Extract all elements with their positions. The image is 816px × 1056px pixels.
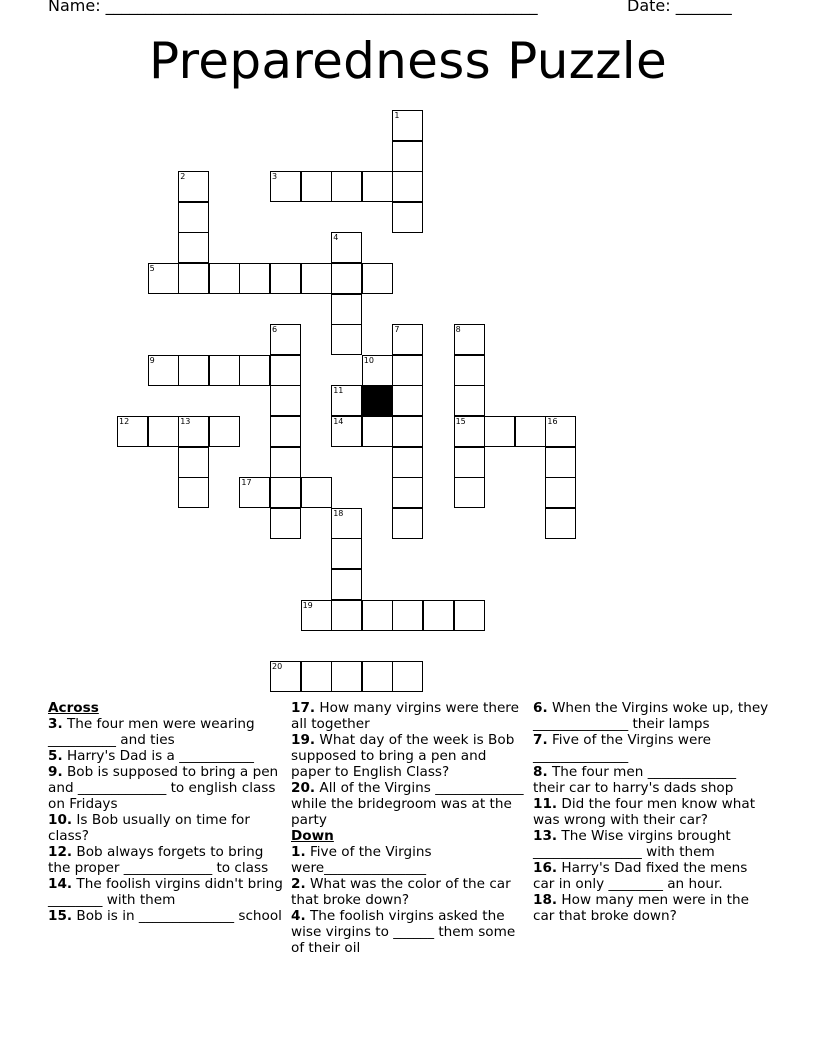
clue-item-number: 7.	[533, 732, 548, 748]
clue-item	[48, 716, 284, 748]
clue-item-number: 12.	[48, 844, 73, 860]
clue-number: 13	[180, 417, 191, 426]
crossword-cell[interactable]	[209, 355, 240, 386]
crossword-cell[interactable]	[270, 416, 301, 447]
clue-item-number: 10.	[48, 812, 73, 828]
clue-item-text: How many men were in the car that broke down?	[533, 892, 749, 924]
clue-item-number: 20.	[291, 780, 316, 796]
clue-item-text: Bob always forgets to bring the proper _____________ to class	[48, 844, 269, 876]
crossword-cell[interactable]	[270, 171, 301, 202]
clue-item-text: Five of the Virgins were_______________	[291, 844, 432, 876]
crossword-cell[interactable]	[331, 508, 362, 539]
crossword-cell[interactable]	[270, 263, 301, 294]
clue-number: 5	[149, 264, 155, 273]
crossword-cell[interactable]	[331, 385, 362, 416]
clue-item-text: The four men _____________ their car to harry's dads shop	[533, 764, 737, 796]
crossword-cell[interactable]	[392, 447, 423, 478]
clue-number: 11	[333, 386, 344, 396]
clue-item	[48, 764, 284, 812]
crossword-cell[interactable]	[301, 263, 332, 294]
crossword-cell[interactable]	[392, 661, 423, 692]
crossword-cell[interactable]	[545, 447, 576, 478]
date-field-label: Date: _______	[627, 0, 732, 15]
crossword-cell[interactable]	[515, 416, 546, 447]
crossword-cell[interactable]	[148, 355, 179, 386]
crossword-cell[interactable]	[362, 355, 393, 386]
clue-item-text: How many virgins were there all together	[291, 700, 519, 732]
clue-item	[291, 876, 527, 908]
crossword-cell[interactable]	[148, 263, 179, 294]
crossword-cell[interactable]	[484, 416, 515, 447]
clue-item	[291, 844, 527, 876]
clue-item-number: 6.	[533, 700, 548, 716]
clue-number: 19	[302, 600, 313, 610]
clue-item	[291, 780, 527, 828]
clue-item-number: 4.	[291, 908, 306, 924]
clue-item-text: What was the color of the car that broke down?	[291, 876, 511, 908]
clue-item-text: The foolish virgins didn't bring ________ with them	[48, 876, 283, 908]
clue-item-text: The foolish virgins asked the wise virgins to ______ them some of their oil	[291, 908, 516, 956]
crossword-cell[interactable]	[178, 202, 209, 233]
clue-item-text: What day of the week is Bob supposed to bring a pen and paper to English Class?	[291, 732, 515, 780]
clue-number: 12	[119, 417, 130, 426]
clue-item-number: 11.	[533, 796, 558, 812]
crossword-cell[interactable]	[270, 661, 301, 692]
crossword-cell[interactable]	[239, 263, 270, 294]
clue-item-text: When the Virgins woke up, they ______________ their lamps	[533, 700, 769, 732]
clue-item-number: 17.	[291, 700, 316, 716]
crossword-cell[interactable]	[301, 661, 332, 692]
crossword-cell[interactable]	[454, 355, 485, 386]
crossword-cell[interactable]	[178, 416, 209, 447]
clue-item	[291, 908, 527, 956]
clue-item-number: 15.	[48, 908, 73, 924]
clue-item-text: Did the four men know what was wrong with their car?	[533, 796, 756, 828]
crossword-cell[interactable]	[270, 447, 301, 478]
clue-number: 2	[180, 172, 186, 182]
clues-column-1	[48, 700, 284, 924]
crossword-cell[interactable]	[270, 477, 301, 508]
clue-item-text: Is Bob usually on time for class?	[48, 812, 250, 844]
crossword-cell[interactable]	[392, 202, 423, 233]
clue-number: 14	[333, 417, 344, 426]
crossword-cell[interactable]	[331, 324, 362, 355]
clue-number: 3	[272, 172, 278, 182]
crossword-cell[interactable]	[209, 416, 240, 447]
crossword-cell[interactable]	[331, 661, 362, 692]
crossword-cell[interactable]	[454, 416, 485, 447]
clue-item-text: Harry's Dad is a ___________	[62, 748, 254, 764]
crossword-cell[interactable]	[331, 263, 362, 294]
crossword-cell[interactable]	[270, 355, 301, 386]
crossword-cell[interactable]	[392, 355, 423, 386]
clue-item-text: Harry's Dad fixed the mens car in only ________ an hour.	[533, 860, 748, 892]
clue-item-text: Bob is supposed to bring a pen and _____________ to english class on Fridays	[48, 764, 279, 812]
clue-item-text: The Wise virgins brought ________________ with them	[533, 828, 731, 860]
crossword-cell[interactable]	[545, 477, 576, 508]
crossword-cell[interactable]	[362, 263, 393, 294]
clue-number: 10	[363, 355, 374, 365]
clue-item	[533, 700, 769, 732]
crossword-cell[interactable]	[239, 355, 270, 386]
clue-number: 18	[333, 508, 344, 518]
crossword-cell[interactable]	[392, 110, 423, 141]
clue-item-number: 8.	[533, 764, 548, 780]
crossword-cell[interactable]	[392, 508, 423, 539]
crossword-cell[interactable]	[362, 416, 393, 447]
crossword-cell[interactable]	[178, 263, 209, 294]
clue-item	[533, 732, 769, 764]
clue-item-number: 14.	[48, 876, 73, 892]
crossword-cell[interactable]	[392, 171, 423, 202]
crossword-cell[interactable]	[331, 538, 362, 569]
crossword-cell[interactable]	[392, 141, 423, 172]
clue-number: 4	[333, 233, 339, 243]
clue-item	[48, 844, 284, 876]
clue-number: 20	[272, 661, 283, 671]
crossword-cell[interactable]	[270, 385, 301, 416]
clue-number: 7	[394, 325, 400, 335]
crossword-cell[interactable]	[545, 416, 576, 447]
crossword-cell[interactable]	[392, 324, 423, 355]
clue-item-number: 2.	[291, 876, 306, 892]
clue-item-number: 9.	[48, 764, 63, 780]
crossword-cell[interactable]	[392, 416, 423, 447]
clue-item	[533, 860, 769, 892]
crossword-black-cell	[362, 385, 393, 416]
crossword-cell[interactable]	[270, 508, 301, 539]
clues-column-3	[533, 700, 769, 924]
clue-item-text: Five of the Virgins were ______________	[533, 732, 712, 764]
clue-section-heading: Down	[291, 828, 334, 844]
clue-item-text: All of the Virgins _____________ while the bridegroom was at the party	[291, 780, 524, 828]
crossword-cell[interactable]	[239, 477, 270, 508]
crossword-cell[interactable]	[117, 416, 148, 447]
page-title: Preparedness Puzzle	[148, 32, 668, 90]
crossword-cell[interactable]	[392, 600, 423, 631]
clue-item	[48, 748, 284, 764]
crossword-cell[interactable]	[331, 232, 362, 263]
crossword-cell[interactable]	[178, 171, 209, 202]
clue-item	[48, 908, 284, 924]
clue-item	[533, 796, 769, 828]
crossword-cell[interactable]	[301, 171, 332, 202]
crossword-cell[interactable]	[148, 416, 179, 447]
crossword-cell[interactable]	[331, 171, 362, 202]
crossword-cell[interactable]	[209, 263, 240, 294]
clue-item-number: 16.	[533, 860, 558, 876]
crossword-cell[interactable]	[331, 294, 362, 325]
crossword-cell[interactable]	[454, 447, 485, 478]
clue-item-number: 13.	[533, 828, 558, 844]
crossword-cell[interactable]	[301, 477, 332, 508]
clue-number: 6	[272, 325, 278, 335]
clue-section-heading: Across	[48, 700, 99, 716]
crossword-cell[interactable]	[454, 477, 485, 508]
clue-item	[48, 812, 284, 844]
crossword-cell[interactable]	[178, 232, 209, 263]
crossword-cell[interactable]	[301, 600, 332, 631]
clue-number: 16	[547, 417, 558, 426]
clue-item-number: 3.	[48, 716, 63, 732]
crossword-cell[interactable]	[331, 600, 362, 631]
clue-number: 8	[455, 325, 461, 335]
crossword-cell[interactable]	[423, 600, 454, 631]
clue-item	[291, 732, 527, 780]
crossword-cell[interactable]	[178, 477, 209, 508]
clue-item	[533, 828, 769, 860]
crossword-cell[interactable]	[392, 385, 423, 416]
crossword-cell[interactable]	[454, 385, 485, 416]
clue-item-number: 18.	[533, 892, 558, 908]
crossword-cell[interactable]	[454, 324, 485, 355]
crossword-cell[interactable]	[362, 600, 393, 631]
clue-number: 1	[394, 111, 400, 120]
clue-item	[48, 876, 284, 908]
clue-item	[291, 700, 527, 732]
clue-number: 15	[455, 417, 466, 426]
crossword-cell[interactable]	[178, 447, 209, 478]
crossword-cell[interactable]	[545, 508, 576, 539]
clues-column-2	[291, 700, 527, 956]
clue-item	[533, 764, 769, 796]
clue-item-number: 1.	[291, 844, 306, 860]
clue-item-text: The four men were wearing __________ and ties	[48, 716, 255, 748]
crossword-cell[interactable]	[362, 661, 393, 692]
clue-item	[533, 892, 769, 924]
clue-item-number: 19.	[291, 732, 316, 748]
clue-item-number: 5.	[48, 748, 63, 764]
crossword-cell[interactable]	[362, 171, 393, 202]
clue-item-text: Bob is in ______________ school	[72, 908, 282, 924]
name-field-label: Name: ______________________________________________________	[48, 0, 538, 15]
clue-number: 9	[149, 355, 155, 365]
clue-number: 17	[241, 478, 252, 488]
crossword-cell[interactable]	[392, 477, 423, 508]
crossword-cell[interactable]	[270, 324, 301, 355]
crossword-cell[interactable]	[454, 600, 485, 631]
crossword-cell[interactable]	[331, 416, 362, 447]
crossword-cell[interactable]	[178, 355, 209, 386]
crossword-cell[interactable]	[331, 569, 362, 600]
